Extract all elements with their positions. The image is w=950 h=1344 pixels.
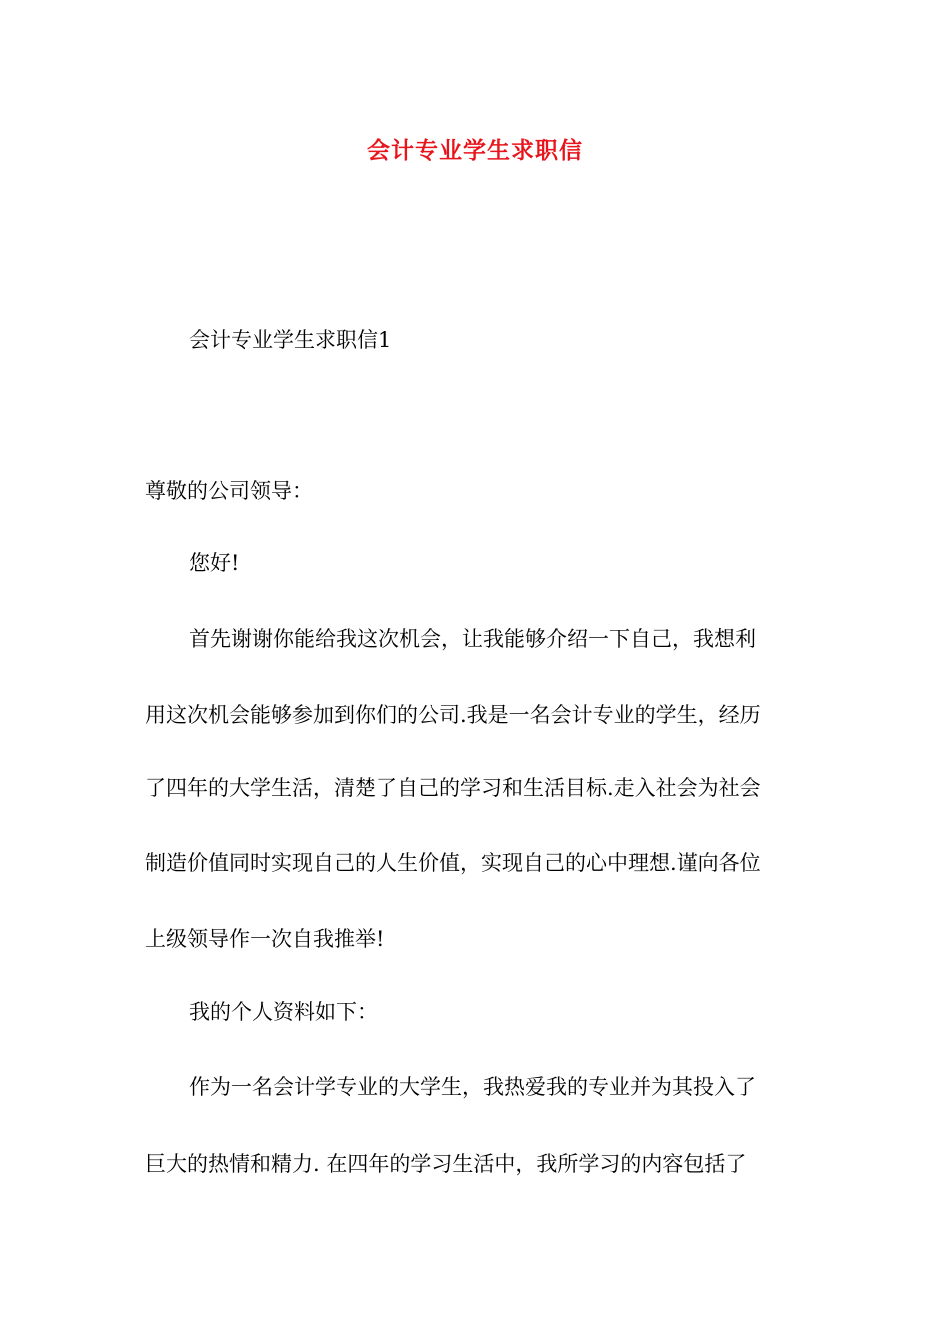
paragraph-line: 用这次机会能够参加到你们的公司.我是一名会计专业的学生，经历 <box>145 703 761 727</box>
paragraph-line: 首先谢谢你能给我这次机会，让我能够介绍一下自己，我想利 <box>189 627 756 651</box>
paragraph-line: 巨大的热情和精力. 在四年的学习生活中，我所学习的内容包括了 <box>145 1152 747 1176</box>
paragraph-line: 制造价值同时实现自己的人生价值，实现自己的心中理想.谨向各位 <box>145 851 761 875</box>
section-heading: 会计专业学生求职信1 <box>189 328 392 352</box>
paragraph-line: 我的个人资料如下： <box>189 1000 378 1024</box>
greeting: 您好! <box>189 551 240 575</box>
document-title: 会计专业学生求职信 <box>367 137 583 164</box>
paragraph-line: 了四年的大学生活，清楚了自己的学习和生活目标.走入社会为社会 <box>145 776 761 800</box>
salutation: 尊敬的公司领导： <box>145 479 313 503</box>
paragraph-line: 作为一名会计学专业的大学生，我热爱我的专业并为其投入了 <box>189 1075 756 1099</box>
paragraph-line: 上级领导作一次自我推举! <box>145 927 385 951</box>
